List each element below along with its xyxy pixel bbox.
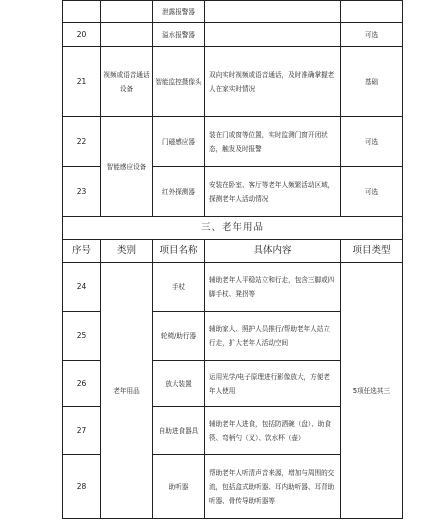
item-name: 轮椅/助行器 [153,312,205,361]
category-cell [101,1,153,23]
item-type: 可选 [341,167,403,217]
category-cell: 智能感应设备 [101,117,153,217]
category-cell [101,23,153,47]
header-row [63,240,403,263]
item-content: 运用光学/电子原理进行影像放大，方便老年人使用 [205,361,341,407]
row-number: 20 [63,23,101,47]
item-type [341,1,403,23]
item-content [205,1,341,23]
item-name: 助听器 [153,455,205,519]
item-content: 帮助老年人听清声音来源，增加与周围的交流，包括盒式助听器、耳内助听器、耳背助听器、骨传导助听器等 [205,455,341,519]
item-name: 放大装置 [153,361,205,407]
row-number: 27 [63,407,101,455]
table-row [63,117,403,167]
section-title: 三、老年用品 [63,217,403,240]
row-number: 23 [63,167,101,217]
category-cell: 视频或语音通话设备 [101,47,153,117]
header-content: 具体内容 [205,240,341,263]
item-name: 红外探测器 [153,167,205,217]
item-content [205,23,341,47]
items-table [62,0,403,519]
item-name: 溢水报警器 [153,23,205,47]
item-name: 门磁感应器 [153,117,205,167]
item-type: 可选 [341,23,403,47]
table-row [63,47,403,117]
item-type: 基础 [341,47,403,117]
row-number: 26 [63,361,101,407]
row-number: 22 [63,117,101,167]
section-header-row [63,217,403,240]
row-number: 21 [63,47,101,117]
item-name: 自助进食器具 [153,407,205,455]
item-name: 智能监控摄像头 [153,47,205,117]
item-content: 辅助老年人平稳站立和行走，包含三脚或四脚手杖、凳拐等 [205,263,341,312]
item-content: 辅助老年人进食，包括防洒碗（盘）、助食筷、弯柄勺（叉）、饮水杯（壶） [205,407,341,455]
header-category: 类别 [101,240,153,263]
row-number: 28 [63,455,101,519]
header-type: 项目类型 [341,240,403,263]
table-row [63,263,403,312]
item-type: 5项任选其三 [341,263,403,519]
item-type: 可选 [341,117,403,167]
row-number: 24 [63,263,101,312]
row-number: 25 [63,312,101,361]
item-content: 装在门或窗等位置，实时监测门窗开闭状态，触发及时报警 [205,117,341,167]
item-name: 泄露报警器 [153,1,205,23]
item-content: 双向实时视频或语音通话，及时准确掌握老人在家实时情况 [205,47,341,117]
item-content: 安装在卧室、客厅等老年人频繁活动区域，探测老年人活动情况 [205,167,341,217]
category-cell: 老年用品 [101,263,153,519]
row-number [63,1,101,23]
item-content: 辅助家人、照护人员推行/帮助老年人站立行走，扩大老年人活动空间 [205,312,341,361]
table-row [63,23,403,47]
header-number: 序号 [63,240,101,263]
table-row [63,1,403,23]
item-name: 手杖 [153,263,205,312]
header-name: 项目名称 [153,240,205,263]
